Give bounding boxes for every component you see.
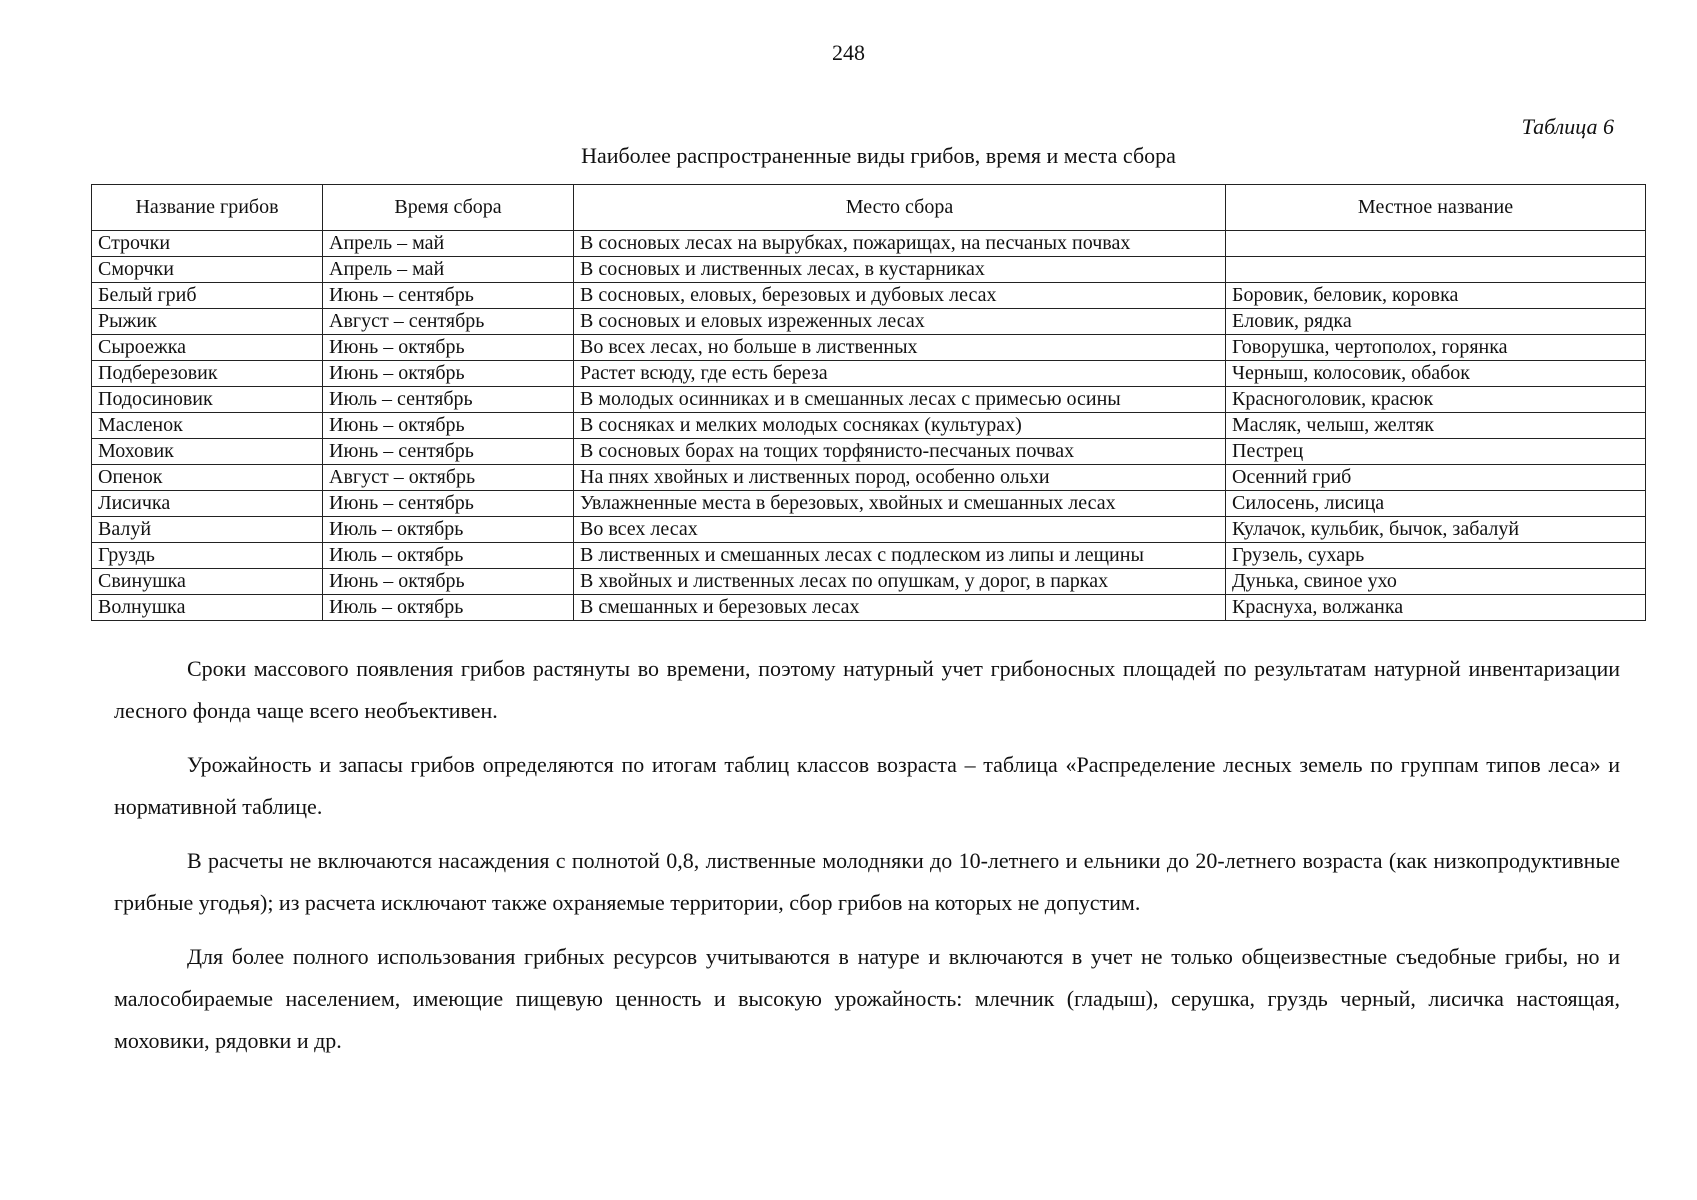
table-row (92, 491, 1646, 517)
cell-time: Июнь – сентябрь (323, 491, 574, 517)
cell-local-name: Осенний гриб (1226, 465, 1646, 491)
cell-name: Опенок (92, 465, 323, 491)
cell-time: Август – сентябрь (323, 309, 574, 335)
cell-local-name: Боровик, беловик, коровка (1226, 283, 1646, 309)
cell-time: Июнь – октябрь (323, 335, 574, 361)
cell-name: Свинушка (92, 569, 323, 595)
cell-time: Июнь – сентябрь (323, 283, 574, 309)
cell-local-name: Еловик, рядка (1226, 309, 1646, 335)
paragraph: Сроки массового появления грибов растянуты во времени, поэтому натурный учет грибоносных площадей по результатам натурной инвентаризации лесного фонда чаще всего необъективен. (114, 656, 1620, 723)
table-row (92, 309, 1646, 335)
cell-place: В лиственных и смешанных лесах с подлеском из липы и лещины (574, 543, 1226, 569)
table-row (92, 231, 1646, 257)
cell-local-name: Пестрец (1226, 439, 1646, 465)
cell-local-name: Грузель, сухарь (1226, 543, 1646, 569)
cell-local-name: Масляк, челыш, желтяк (1226, 413, 1646, 439)
cell-place: В смешанных и березовых лесах (574, 595, 1226, 621)
table-row (92, 361, 1646, 387)
cell-place: Увлажненные места в березовых, хвойных и смешанных лесах (574, 491, 1226, 517)
cell-place: В сосновых лесах на вырубках, пожарищах, на песчаных почвах (574, 231, 1226, 257)
cell-name: Сморчки (92, 257, 323, 283)
column-header-place: Место сбора (574, 185, 1226, 231)
cell-name: Строчки (92, 231, 323, 257)
cell-time: Июль – сентябрь (323, 387, 574, 413)
cell-local-name (1226, 257, 1646, 283)
cell-time: Август – октябрь (323, 465, 574, 491)
cell-local-name: Силосень, лисица (1226, 491, 1646, 517)
cell-local-name: Кулачок, кульбик, бычок, забалуй (1226, 517, 1646, 543)
cell-name: Сыроежка (92, 335, 323, 361)
cell-place: В сосновых и еловых изреженных лесах (574, 309, 1226, 335)
cell-name: Валуй (92, 517, 323, 543)
cell-local-name: Краснуха, волжанка (1226, 595, 1646, 621)
paragraph: Урожайность и запасы грибов определяются по итогам таблиц классов возраста – таблица «Распределение лесных земель по группам типов леса» и нормативной таблице. (114, 752, 1620, 819)
cell-place: Во всех лесах, но больше в лиственных (574, 335, 1226, 361)
cell-place: На пнях хвойных и лиственных пород, особенно ольхи (574, 465, 1226, 491)
cell-place: В хвойных и лиственных лесах по опушкам, у дорог, в парках (574, 569, 1226, 595)
cell-place: В сосняках и мелких молодых сосняках (культурах) (574, 413, 1226, 439)
mushroom-table (91, 184, 1646, 621)
cell-place: В молодых осинниках и в смешанных лесах с примесью осины (574, 387, 1226, 413)
body-text (114, 648, 1620, 1074)
cell-local-name: Красноголовик, красюк (1226, 387, 1646, 413)
table-row (92, 517, 1646, 543)
table-row (92, 335, 1646, 361)
page-number: 248 (832, 40, 865, 65)
cell-time: Июль – октябрь (323, 543, 574, 569)
cell-name: Масленок (92, 413, 323, 439)
cell-local-name (1226, 231, 1646, 257)
cell-time: Июнь – октябрь (323, 413, 574, 439)
table-row (92, 543, 1646, 569)
table-row (92, 413, 1646, 439)
cell-name: Груздь (92, 543, 323, 569)
cell-time: Июнь – октябрь (323, 569, 574, 595)
cell-local-name: Черныш, колосовик, обабок (1226, 361, 1646, 387)
column-header-time: Время сбора (323, 185, 574, 231)
cell-time: Июль – октябрь (323, 517, 574, 543)
cell-name: Волнушка (92, 595, 323, 621)
paragraph: В расчеты не включаются насаждения с полнотой 0,8, лиственные молодняки до 10-летнего и ельники до 20-летнего возраста (как низкопродуктивные грибные угодья); из расчета исключают также охраняемые территории, сбор грибов на которых не допустим. (114, 848, 1620, 915)
cell-local-name: Дунька, свиное ухо (1226, 569, 1646, 595)
column-header-local-name: Местное название (1226, 185, 1646, 231)
cell-name: Подберезовик (92, 361, 323, 387)
cell-place: Растет всюду, где есть береза (574, 361, 1226, 387)
table-row (92, 569, 1646, 595)
table-row (92, 465, 1646, 491)
cell-name: Подосиновик (92, 387, 323, 413)
cell-place: В сосновых борах на тощих торфянисто-песчаных почвах (574, 439, 1226, 465)
table-row (92, 387, 1646, 413)
cell-time: Июнь – сентябрь (323, 439, 574, 465)
table-caption: Таблица 6 (1521, 114, 1614, 139)
paragraph: Для более полного использования грибных ресурсов учитываются в натуре и включаются в учет не только общеизвестные съедобные грибы, но и малособираемые населением, имеющие пищевую ценность и высокую урожайность: млечник (гладыш), серушка, груздь черный, лисичка настоящая, моховики, рядовки и др. (114, 944, 1620, 1053)
cell-name: Белый гриб (92, 283, 323, 309)
table-header-row (92, 185, 1646, 231)
cell-local-name: Говорушка, чертополох, горянка (1226, 335, 1646, 361)
cell-name: Лисичка (92, 491, 323, 517)
cell-place: В сосновых и лиственных лесах, в кустарниках (574, 257, 1226, 283)
cell-time: Июнь – октябрь (323, 361, 574, 387)
table-row (92, 439, 1646, 465)
table-row (92, 283, 1646, 309)
cell-name: Моховик (92, 439, 323, 465)
cell-time: Июль – октябрь (323, 595, 574, 621)
table-row (92, 257, 1646, 283)
cell-time: Апрель – май (323, 257, 574, 283)
cell-place: Во всех лесах (574, 517, 1226, 543)
table-row (92, 595, 1646, 621)
cell-place: В сосновых, еловых, березовых и дубовых лесах (574, 283, 1226, 309)
table-title: Наиболее распространенные виды грибов, время и места сбора (581, 143, 1176, 168)
column-header-name: Название грибов (92, 185, 323, 231)
cell-name: Рыжик (92, 309, 323, 335)
cell-time: Апрель – май (323, 231, 574, 257)
